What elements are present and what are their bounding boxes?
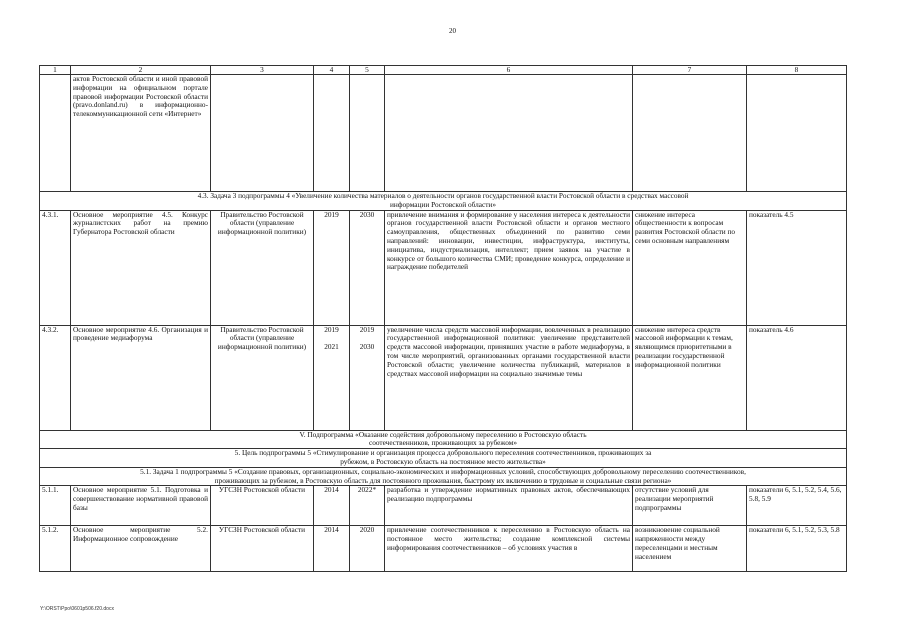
- indicators: показатели 6, 5.1, 5.2, 5.3, 5.8: [747, 526, 847, 572]
- expected-result: разработка и утверждение нормативных правовых актов, обеспечивающих реализацию подпрограммы: [385, 486, 633, 526]
- start-year-2: 2021: [324, 342, 339, 352]
- section-heading-5-1: 5.1. Задача 1 подпрограммы 5 «Создание правовых, организационных, социально-экономических и информационных условий, способствующих добровольному переселению соотечественников, проживающих за рубежом, в Ростовскую область для постоянного проживания, быстрому их включению в трудовые и социальные связи региона»: [40, 467, 847, 486]
- row-number: 5.1.1.: [40, 486, 71, 526]
- end-year: 2019: [359, 325, 375, 334]
- table-row-continuation: [40, 75, 847, 192]
- consequences: отсутствие условий для реализации мероприятий подпрограммы: [633, 486, 747, 526]
- end-year-2: 2030: [359, 342, 375, 352]
- section-heading-5: 5. Цель подпрограммы 5 «Стимулирование и организация процесса добровольного переселения соотечественников, проживающих за рубежом, в Ростовскую область на постоянное место жительства»: [40, 449, 847, 468]
- section-heading-row: [40, 192, 847, 211]
- header-cell: 6: [385, 66, 633, 75]
- section-heading-V: V. Подпрограмма «Оказание содействия добровольному переселению в Ростовскую область соотечественников, проживающих за рубежом»: [40, 430, 847, 449]
- end-year: 2030: [350, 210, 385, 325]
- indicators: показатель 4.5: [747, 210, 847, 325]
- table-row: [40, 210, 847, 325]
- header-cell: 5: [350, 66, 385, 75]
- measure-name: Основное мероприятие 4.6. Организация и проведение медиафорума: [71, 325, 211, 430]
- measure-name: Основное мероприятие 5.1. Подготовка и совершенствование нормативной правовой базы: [71, 486, 211, 526]
- header-cell: 8: [747, 66, 847, 75]
- executor: УГСЗН Ростовской области: [211, 486, 314, 526]
- row-number: 4.3.1.: [40, 210, 71, 325]
- table-row: [40, 526, 847, 572]
- end-year: 2020: [350, 526, 385, 572]
- consequences: снижение интереса средств массовой информации к темам, являющимся приоритетными в реализации государственной информационной политики: [633, 325, 747, 430]
- executor: Правительство Ростовской области (управление информационной политики): [211, 325, 314, 430]
- header-row: [40, 66, 847, 75]
- measure-name: Основное мероприятие 5.2. Информационное сопровождение: [71, 526, 211, 572]
- expected-result: привлечение соотечественников к переселению в Ростовскую область на постоянное место жительства; создание комплексной системы информирования соотечественников – об условиях участия в: [385, 526, 633, 572]
- row-number: 4.3.2.: [40, 325, 71, 430]
- section-heading-4-3: 4.3. Задача 3 подпрограммы 4 «Увеличение количества материалов о деятельности органов государственной власти Ростовской области в средствах массовой информации Ростовской области»: [40, 192, 847, 211]
- expected-result: привлечение внимания и формирование у населения интереса к деятельности органов государственной власти Ростовской области и органов местного самоуправления, общественных объединений по развитию семи направлений: инновации, инвестиции, инфраструктура, институты, инициатива, индустриализация, интеллект; прием заявок на участие в конкурсе от большого количества СМИ; проведение конкурса, определение и награждение победителей: [385, 210, 633, 325]
- start-year: 2014: [314, 486, 350, 526]
- section-heading-row: [40, 449, 847, 468]
- continuation-text: актов Ростовской области и иной правовой информации на официальном портале правовой информации Ростовской области (pravo.donland.ru) в информационно-телекоммуникационной сети «Интернет»: [71, 75, 211, 192]
- measure-name: Основное мероприятие 4.5. Конкурс журналистских работ на премию Губернатора Ростовской области: [71, 210, 211, 325]
- program-table: [39, 65, 847, 572]
- indicators: показатели 6, 5.1, 5.2, 5.4, 5.6, 5.8, 5.9: [747, 486, 847, 526]
- header-cell: 1: [40, 66, 71, 75]
- start-year-cell: [314, 325, 350, 430]
- start-year: 2019: [324, 325, 339, 334]
- table-row: [40, 325, 847, 430]
- consequences: возникновение социальной напряженности между переселенцами и местным населением: [633, 526, 747, 572]
- executor: УГСЗН Ростовской области: [211, 526, 314, 572]
- header-cell: 3: [211, 66, 314, 75]
- end-year: 2022*: [350, 486, 385, 526]
- start-year: 2014: [314, 526, 350, 572]
- end-year-cell: [350, 325, 385, 430]
- table-row: [40, 486, 847, 526]
- header-cell: 7: [633, 66, 747, 75]
- start-year: 2019: [314, 210, 350, 325]
- expected-result: увеличение числа средств массовой информации, вовлеченных в реализацию государственной информационной политики: увеличение представителей средств массовой информации, принявших участие в работе медиафорума, в том числе мероприятий, организованных органами государственной власти Ростовской области; увеличение количества публикаций, материалов в средствах массовой информации на социально значимые темы: [385, 325, 633, 430]
- header-cell: 2: [71, 66, 211, 75]
- footer-file-path: Y:\ORST\Ppo\0601p506.f20.docx: [40, 606, 114, 612]
- row-number: 5.1.2.: [40, 526, 71, 572]
- page-number: 20: [449, 27, 456, 35]
- executor: Правительство Ростовской области (управление информационной политики): [211, 210, 314, 325]
- consequences: снижение интереса общественности к вопросам развития Ростовской области по семи основным направлениям: [633, 210, 747, 325]
- header-cell: 4: [314, 66, 350, 75]
- section-heading-row: [40, 430, 847, 449]
- section-heading-row: [40, 467, 847, 486]
- indicators: показатель 4.6: [747, 325, 847, 430]
